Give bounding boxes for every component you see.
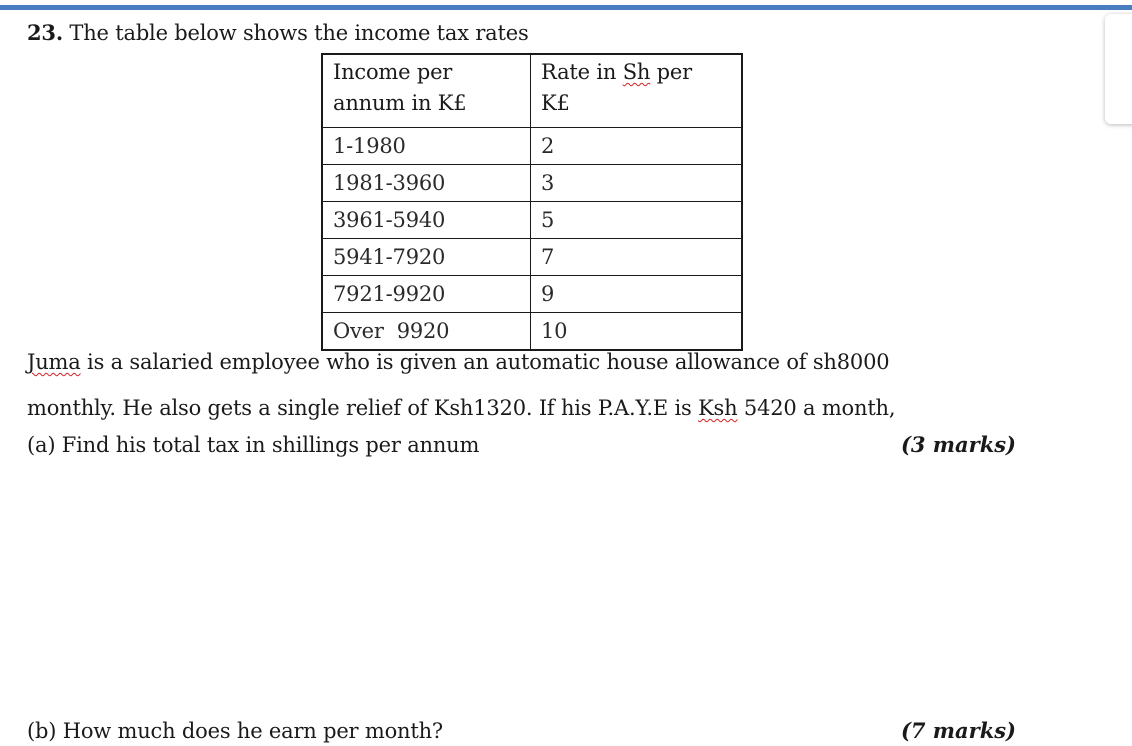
part-a-question: (a) Find his total tax in shillings per annum xyxy=(27,433,480,457)
question-heading xyxy=(27,20,529,46)
rate-cell: 10 xyxy=(531,313,743,351)
income-cell: 7921-9920 xyxy=(322,276,531,313)
rate-header-line1-pre: Rate in xyxy=(541,60,623,84)
part-b-marks: (7 marks) xyxy=(900,718,1016,743)
income-column-header xyxy=(322,54,531,128)
table-row xyxy=(322,239,742,276)
table-row xyxy=(322,128,742,165)
rate-header-sh: Sh xyxy=(622,60,651,84)
table-header-row xyxy=(322,54,742,128)
income-cell: 5941-7920 xyxy=(322,239,531,276)
table-row xyxy=(322,276,742,313)
top-accent-bar xyxy=(0,5,1132,10)
income-cell: 1-1980 xyxy=(322,128,531,165)
question-number: 23. xyxy=(27,20,63,45)
part-b-question: (b) How much does he earn per month? xyxy=(27,719,443,743)
rate-header-line2: K£ xyxy=(541,91,570,115)
ksh-word: Ksh xyxy=(698,396,738,420)
paragraph-line2-post: 5420 a month, xyxy=(737,396,896,420)
income-header-line2: annum in K£ xyxy=(333,91,467,115)
rate-header-line1-post: per xyxy=(650,60,692,84)
paragraph-line1-rest: is a salaried employee who is given an automatic house allowance of sh8000 xyxy=(80,350,890,374)
question-intro: The table below shows the income tax rates xyxy=(69,21,529,45)
paragraph-line-1 xyxy=(27,349,889,375)
part-a-marks: (3 marks) xyxy=(900,432,1016,457)
income-cell: Over 9920 xyxy=(322,313,531,351)
table-row xyxy=(322,313,742,351)
side-panel-card xyxy=(1105,14,1132,124)
name-juma: Juma xyxy=(27,350,81,374)
table-row xyxy=(322,165,742,202)
income-cell: 3961-5940 xyxy=(322,202,531,239)
income-cell: 1981-3960 xyxy=(322,165,531,202)
income-tax-rates-table xyxy=(321,53,743,351)
rate-column-header xyxy=(531,54,743,128)
paragraph-line-2 xyxy=(27,395,895,421)
rate-cell: 9 xyxy=(531,276,743,313)
paragraph-line2-pre: monthly. He also gets a single relief of Ksh1320. If his P.A.Y.E is xyxy=(27,396,699,420)
income-header-line1: Income per xyxy=(333,60,453,84)
rate-cell: 3 xyxy=(531,165,743,202)
rate-cell: 5 xyxy=(531,202,743,239)
rate-cell: 7 xyxy=(531,239,743,276)
table-row xyxy=(322,202,742,239)
rate-cell: 2 xyxy=(531,128,743,165)
